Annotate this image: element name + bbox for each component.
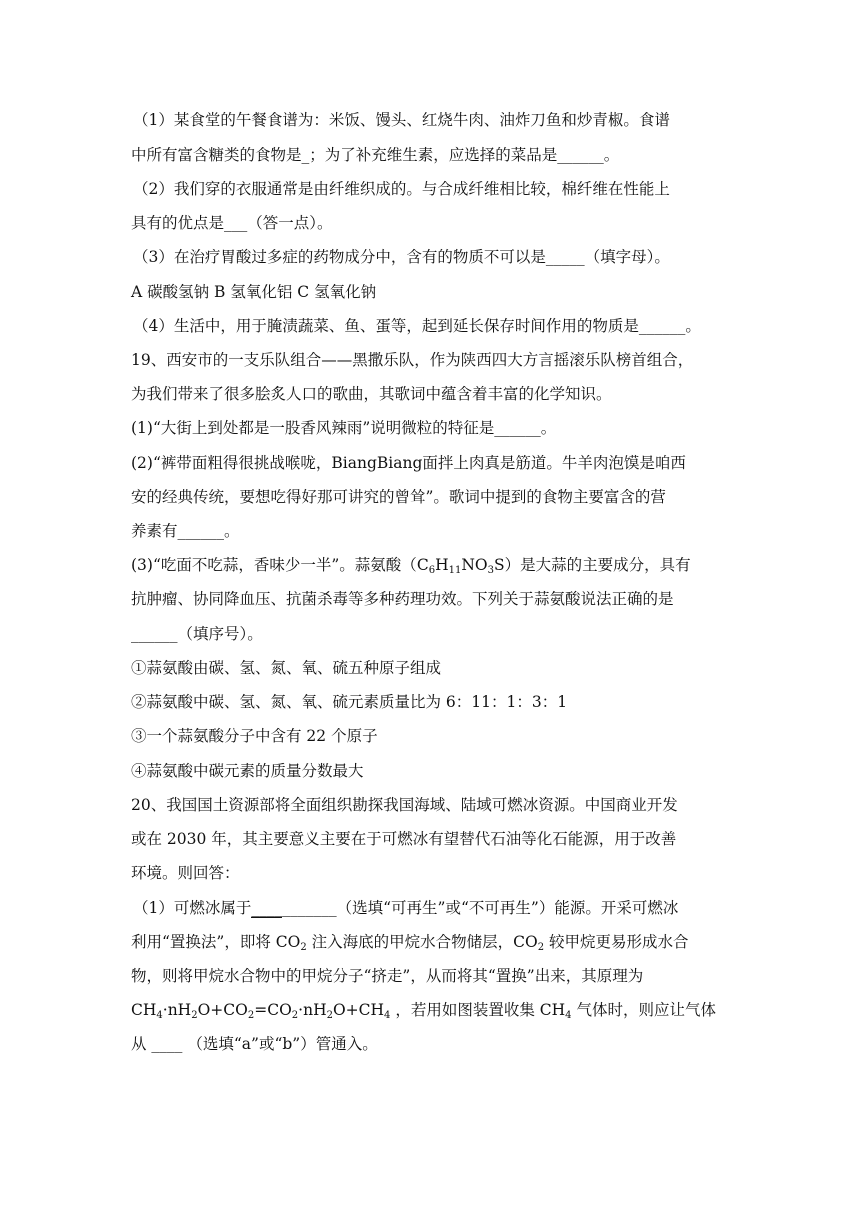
eq-text-collect: ，若用如图装置收集 CH xyxy=(390,1001,566,1019)
q20-1-equation-line xyxy=(131,998,731,1022)
q19-stem-line1: 19、西安市的一支乐队组合——黑撒乐队，作为陕西四大方言摇滚乐队榜首组合， xyxy=(131,351,694,369)
q20-stem-line3: 环境。则回答： xyxy=(131,864,240,882)
eq-ch: CH xyxy=(131,1001,157,1019)
q19-1: (1)“大街上到处都是一股香风辣雨”说明微粒的特征是______。 xyxy=(131,419,557,437)
eq-co2-sub-2: 2 xyxy=(291,1010,299,1021)
formula-h: H xyxy=(435,556,449,574)
eq-ch4-sub-2: 4 xyxy=(384,1010,391,1021)
q19-3-line3: ______（填序号）。 xyxy=(131,625,263,643)
q19-2-line3: 养素有______。 xyxy=(131,522,240,540)
q20-1-text-a: （1）可燃冰属于 xyxy=(133,899,252,917)
alliin-formula xyxy=(417,556,505,574)
co2-sub-2: 2 xyxy=(537,942,545,953)
q20-1-text-b: _______（选填“可再生”或“不可再生”）能源。开采可燃冰 xyxy=(282,899,679,917)
q20-1-line3: 物，则将甲烷水合物中的甲烷分子“挤走”，从而将其“置换”出来，其原理为 xyxy=(131,967,644,985)
q20-1-text-c: 利用“置换法”，即将 CO xyxy=(131,933,301,951)
q20-stem-line2: 或在 2030 年，其主要意义主要在于可燃冰有望替代石油等化石能源，用于改善 xyxy=(131,830,677,848)
formula-o-sub: 3 xyxy=(487,565,494,576)
q20-1-text-e: 较甲烷更易形成水合 xyxy=(544,933,689,951)
q18-1-line1: （1）某食堂的午餐食谱为：米饭、馒头、红烧牛肉、油炸刀鱼和炒青椒。食谱 xyxy=(133,111,670,129)
formula-no: NO xyxy=(461,556,488,574)
q19-3-option-2: ②蒜氨酸中碳、氢、氮、氧、硫元素质量比为 6：11：1：3：1 xyxy=(131,693,568,711)
q19-2-line1: (2)“裤带面粗得很挑战喉咙，BiangBiang面拌上肉真是筋道。牛羊肉泡馍是咱西 xyxy=(131,454,686,472)
eq-eqco: =CO xyxy=(254,1001,292,1019)
q19-3-text-b: ）是大蒜的主要成分，具有 xyxy=(504,556,691,574)
q18-1-line2: 中所有富含糖类的食物是_；为了补充维生素，应选择的菜品是______。 xyxy=(131,146,620,164)
q19-3-line1 xyxy=(131,553,731,577)
eq-nh: ·nH xyxy=(162,1001,192,1019)
eq-ch4-sub: 4 xyxy=(156,1010,163,1021)
eq-co2-sub: 2 xyxy=(247,1010,255,1021)
q19-3-option-3: ③一个蒜氨酸分子中含有 22 个原子 xyxy=(131,727,378,745)
q18-2-line2: 具有的优点是___（答一点）。 xyxy=(131,214,333,232)
q20-1-line2 xyxy=(131,930,731,954)
q19-3-text-a: (3)“吃面不吃蒜，香味少一半”。蒜氨酸（ xyxy=(131,556,417,574)
q20-1-line1 xyxy=(133,896,733,920)
answer-blank: ____ xyxy=(251,899,283,917)
q20-1-line5: 从 ____ （选填“a”或“b”）管通入。 xyxy=(131,1035,378,1053)
q18-4-line1: （4）生活中，用于腌渍蔬菜、鱼、蛋等，起到延长保存时间作用的物质是______。 xyxy=(133,317,701,335)
formula-s: S xyxy=(493,556,505,574)
formula-h-sub: 11 xyxy=(448,565,462,576)
eq-nh-2: ·nH xyxy=(298,1001,327,1019)
q19-3-line2: 抗肿瘤、协同降血压、抗菌杀毒等多种药理功效。下列关于蒜氨酸说法正确的是 xyxy=(131,590,674,608)
eq-ch4-sub-3: 4 xyxy=(565,1010,572,1021)
q19-stem-line2: 为我们带来了很多脍炙人口的歌曲，其歌词中蕴含着丰富的化学知识。 xyxy=(131,385,612,403)
eq-h2-sub-2: 2 xyxy=(326,1010,333,1021)
eq-h2-sub: 2 xyxy=(191,1010,198,1021)
eq-och: O+CH xyxy=(332,1001,385,1019)
q18-3-options: A 碳酸氢钠 B 氢氧化铝 C 氢氧化钠 xyxy=(131,283,377,301)
formula-c-sub: 6 xyxy=(428,565,436,576)
formula-c: C xyxy=(416,556,429,574)
q20-stem-line1: 20、我国国土资源部将全面组织勘探我国海域、陆域可燃冰资源。中国商业开发 xyxy=(131,796,678,814)
q20-1-text-d: 注入海底的甲烷水合物储层，CO xyxy=(306,933,538,951)
q18-3-line1: （3）在治疗胃酸过多症的药物成分中，含有的物质不可以是_____（填字母）。 xyxy=(133,248,670,266)
q19-3-option-1: ①蒜氨酸由碳、氢、氮、氧、硫五种原子组成 xyxy=(131,659,442,677)
q18-2-line1: （2）我们穿的衣服通常是由纤维织成的。与合成纤维相比较，棉纤维在性能上 xyxy=(133,180,670,198)
q19-2-line2: 安的经典传统，要想吃得好那可讲究的曾耸”。歌词中提到的食物主要富含的营 xyxy=(131,488,666,506)
co2-sub-1: 2 xyxy=(300,942,307,953)
eq-text-gas: 气体时，则应让气体 xyxy=(571,1001,716,1019)
q19-3-option-4: ④蒜氨酸中碳元素的质量分数最大 xyxy=(131,762,364,780)
eq-oco: O+CO xyxy=(197,1001,248,1019)
